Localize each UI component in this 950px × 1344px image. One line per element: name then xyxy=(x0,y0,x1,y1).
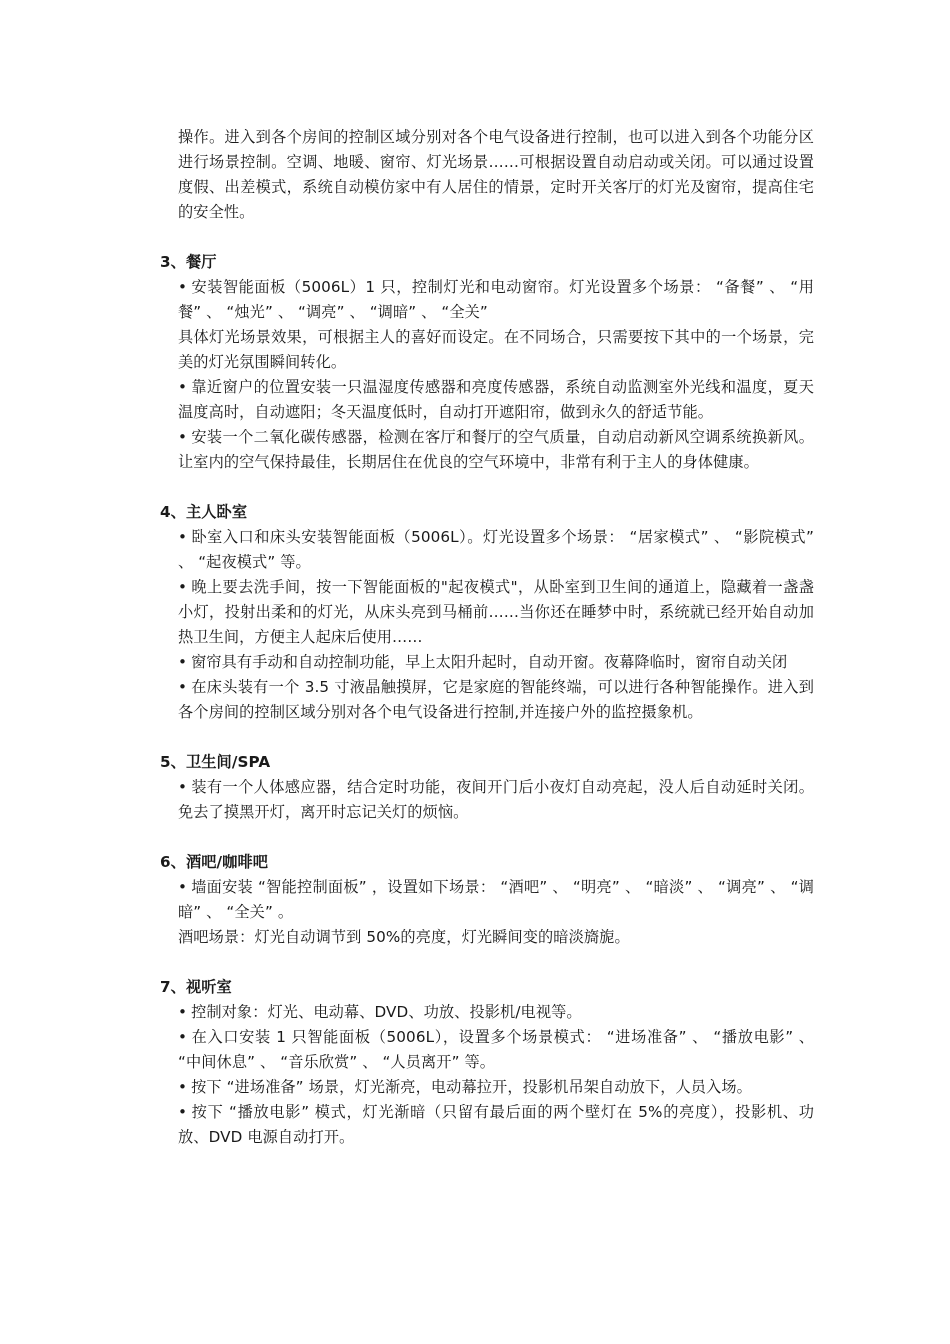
bullet-dot-icon: • xyxy=(178,653,188,671)
section-5 xyxy=(160,975,814,1150)
bullet-text: 在床头装有一个 3.5 寸液晶触摸屏，它是家庭的智能终端，可以进行各种智能操作。进入到各个房间的控制区域分别对各个电气设备进行控制,并连接户外的监控摄象机。 xyxy=(178,678,814,721)
bullet-item xyxy=(178,675,814,725)
section-heading: 5、卫生间/SPA xyxy=(160,753,271,771)
section-3 xyxy=(160,750,814,825)
bullet-text: 按下 “播放电影” 模式，灯光渐暗（只留有最后面的两个壁灯在 5%的亮度），投影机、功放、DVD 电源自动打开。 xyxy=(178,1103,814,1146)
bullet-dot-icon: • xyxy=(178,428,188,446)
bullet-text: 装有一个人体感应器，结合定时功能，夜间开门后小夜灯自动亮起，没人后自动延时关闭。免去了摸黑开灯，离开时忘记关灯的烦恼。 xyxy=(178,778,814,821)
bullet-text: 在入口安装 1 只智能面板（5006L），设置多个场景模式： “进场准备” 、 “播放电影” 、 “中间休息” 、 “音乐欣赏” 、 “人员离开” 等。 xyxy=(178,1028,814,1071)
section-heading: 4、主人卧室 xyxy=(160,503,248,521)
bullet-item xyxy=(178,575,814,650)
sections-container xyxy=(160,250,814,1150)
bullet-text: 窗帘具有手动和自动控制功能，早上太阳升起时，自动开窗。夜幕降临时，窗帘自动关闭 xyxy=(191,653,788,671)
section-heading: 6、酒吧/咖啡吧 xyxy=(160,853,269,871)
bullet-text: 墙面安装 “智能控制面板” ，设置如下场景： “酒吧” 、 “明亮” 、 “暗淡” 、 “调亮” 、 “调暗” 、 “全关” 。 xyxy=(178,878,814,921)
bullet-item xyxy=(178,1075,814,1100)
bullet-item xyxy=(178,425,814,475)
body-paragraph: 具体灯光场景效果，可根据主人的喜好而设定。在不同场合，只需要按下其中的一个场景，完美的灯光氛围瞬间转化。 xyxy=(178,328,814,371)
bullet-item xyxy=(178,1000,814,1025)
bullet-text: 按下 “进场准备” 场景，灯光渐亮，电动幕拉开，投影机吊架自动放下，人员入场。 xyxy=(191,1078,752,1096)
section-1 xyxy=(160,250,814,475)
bullet-dot-icon: • xyxy=(178,878,188,896)
bullet-dot-icon: • xyxy=(178,1078,188,1096)
bullet-dot-icon: • xyxy=(178,528,188,546)
bullet-text: 靠近窗户的位置安装一只温湿度传感器和亮度传感器，系统自动监测室外光线和温度，夏天温度高时，自动遮阳；冬天温度低时，自动打开遮阳帘，做到永久的舒适节能。 xyxy=(178,378,814,421)
bullet-text: 晚上要去洗手间，按一下智能面板的"起夜模式"，从卧室到卫生间的通道上，隐藏着一盏盏小灯，投射出柔和的灯光，从床头亮到马桶前……当你还在睡梦中时，系统就已经开始自动加热卫生间，方便主人起床后使用…… xyxy=(178,578,814,646)
document-body xyxy=(160,125,814,1150)
body-paragraph: 酒吧场景：灯光自动调节到 50%的亮度，灯光瞬间变的暗淡旖旎。 xyxy=(178,928,630,946)
bullet-dot-icon: • xyxy=(178,1028,188,1046)
bullet-text: 安装一个二氧化碳传感器，检测在客厅和餐厅的空气质量，自动启动新风空调系统换新风。让室内的空气保持最佳，长期居住在优良的空气环境中，非常有利于主人的身体健康。 xyxy=(178,428,814,471)
bullet-item xyxy=(178,1100,814,1150)
bullet-item xyxy=(178,525,814,575)
bullet-dot-icon: • xyxy=(178,378,188,396)
bullet-item xyxy=(178,375,814,425)
bullet-dot-icon: • xyxy=(178,1003,188,1021)
bullet-item xyxy=(178,275,814,325)
bullet-text: 安装智能面板（5006L）1 只，控制灯光和电动窗帘。灯光设置多个场景： “备餐” 、 “用餐” 、 “烛光” 、 “调亮” 、 “调暗” 、 “全关” xyxy=(178,278,814,321)
bullet-item xyxy=(178,775,814,825)
section-4 xyxy=(160,850,814,950)
bullet-text: 卧室入口和床头安装智能面板（5006L）。灯光设置多个场景： “居家模式” 、 “影院模式” 、 “起夜模式” 等。 xyxy=(178,528,814,571)
bullet-dot-icon: • xyxy=(178,778,188,796)
section-heading: 7、视听室 xyxy=(160,978,232,996)
bullet-dot-icon: • xyxy=(178,678,188,696)
section-heading: 3、餐厅 xyxy=(160,253,217,271)
bullet-item xyxy=(178,1025,814,1075)
bullet-dot-icon: • xyxy=(178,578,188,596)
bullet-text: 控制对象：灯光、电动幕、DVD、功放、投影机/电视等。 xyxy=(191,1003,582,1021)
intro-paragraph: 操作。进入到各个房间的控制区域分别对各个电气设备进行控制，也可以进入到各个功能分区进行场景控制。空调、地暖、窗帘、灯光场景……可根据设置自动启动或关闭。可以通过设置度假、出差模式，系统自动模仿家中有人居住的情景，定时开关客厅的灯光及窗帘，提高住宅的安全性。 xyxy=(178,128,814,221)
bullet-item xyxy=(178,875,814,925)
section-2 xyxy=(160,500,814,725)
bullet-dot-icon: • xyxy=(178,1103,188,1121)
bullet-dot-icon: • xyxy=(178,278,188,296)
bullet-item xyxy=(178,650,814,675)
